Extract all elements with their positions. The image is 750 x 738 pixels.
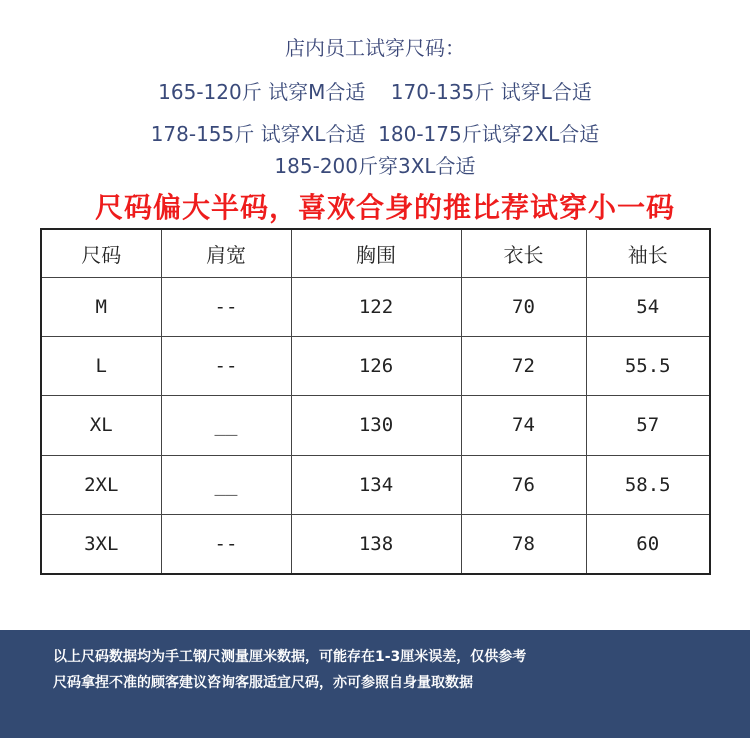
table-row [41,278,710,337]
size-advice-note: 尺码拿捏不准的顾客建议咨询客服适宜尺码，亦可参照自身量取数据 [53,675,473,691]
cell-shoulder: -- [161,337,291,396]
table-row [41,514,710,574]
cell-sleeve: 58.5 [586,455,710,514]
cell-sleeve: 55.5 [586,337,710,396]
cell-shoulder: __ [161,455,291,514]
column-header-sleeve: 袖长 [586,229,710,278]
column-header-size: 尺码 [41,229,161,278]
cell-size: XL [41,396,161,455]
cell-shoulder: -- [161,278,291,337]
cell-shoulder: -- [161,514,291,574]
cell-length: 70 [461,278,586,337]
size-table [40,228,711,575]
cell-chest: 130 [291,396,461,455]
size-notice: 尺码偏大半码，喜欢合身的推比荐试穿小一码 [94,191,675,224]
cell-length: 78 [461,514,586,574]
table-row [41,337,710,396]
fit-line-1: 165-120斤 试穿M合适 170-135斤 试穿L合适 [158,80,592,104]
cell-length: 72 [461,337,586,396]
cell-chest: 138 [291,514,461,574]
table-row [41,396,710,455]
cell-shoulder: __ [161,396,291,455]
column-header-shoulder: 肩宽 [161,229,291,278]
cell-length: 74 [461,396,586,455]
cell-size: L [41,337,161,396]
table-header-row [41,229,710,278]
cell-chest: 122 [291,278,461,337]
column-header-length: 衣长 [461,229,586,278]
measurement-note: 以上尺码数据均为手工钢尺测量厘米数据，可能存在1-3厘米误差，仅供参考 [53,649,527,665]
measurement-footer [0,630,750,738]
table-row [41,455,710,514]
fit-line-2: 178-155斤 试穿XL合适 180-175斤试穿2XL合适 [150,122,600,146]
cell-chest: 126 [291,337,461,396]
fit-line-3: 185-200斤穿3XL合适 [274,154,476,178]
cell-size: 2XL [41,455,161,514]
column-header-chest: 胸围 [291,229,461,278]
cell-size: 3XL [41,514,161,574]
cell-sleeve: 54 [586,278,710,337]
cell-length: 76 [461,455,586,514]
cell-chest: 134 [291,455,461,514]
cell-size: M [41,278,161,337]
staff-fit-title: 店内员工试穿尺码： [285,36,465,60]
cell-sleeve: 57 [586,396,710,455]
cell-sleeve: 60 [586,514,710,574]
